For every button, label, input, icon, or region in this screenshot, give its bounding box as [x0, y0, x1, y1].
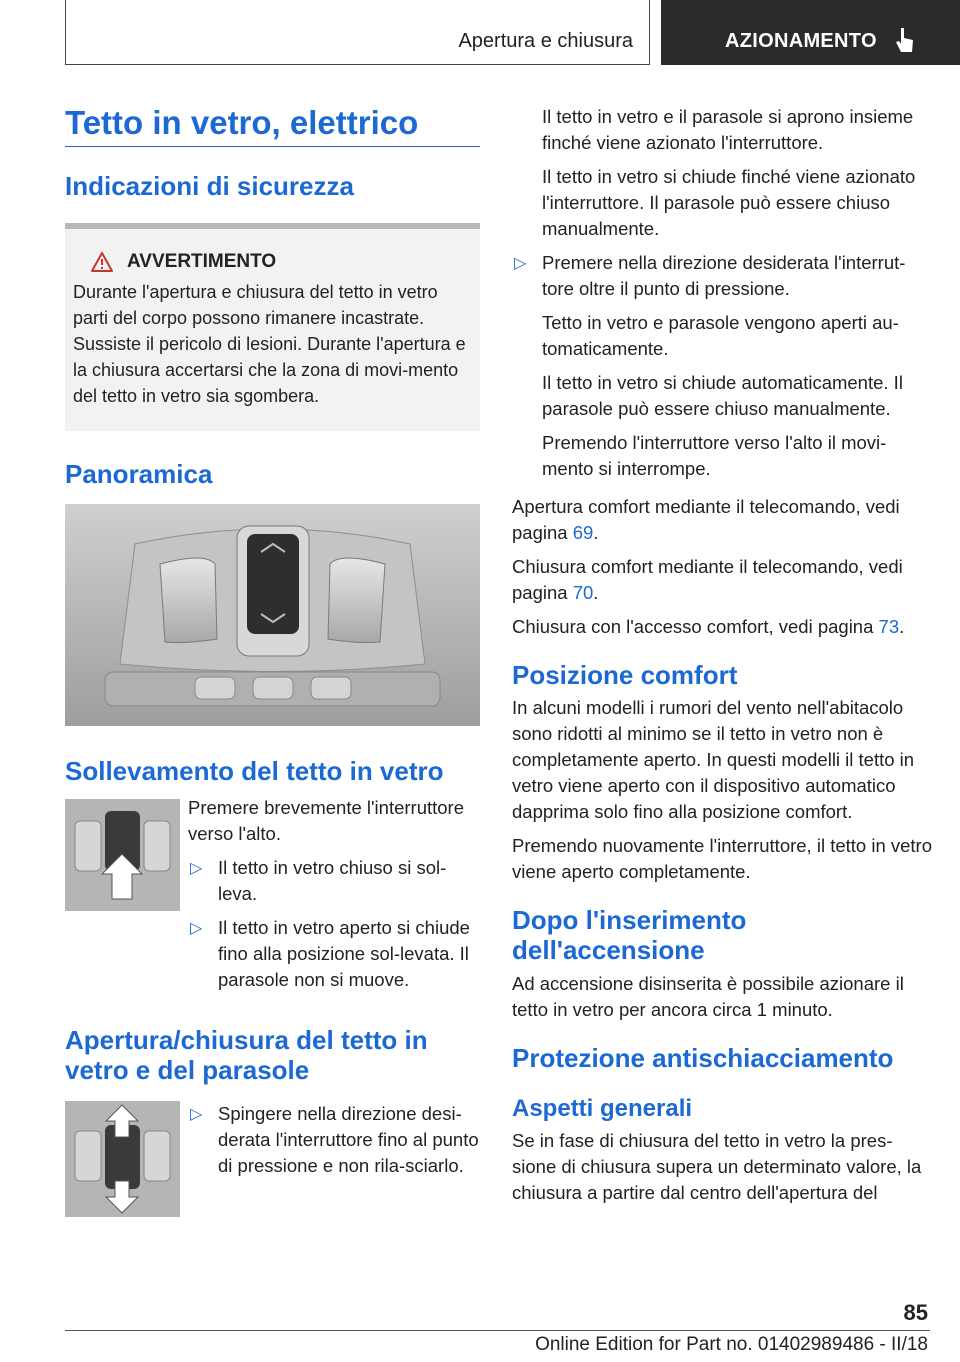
- overview-photo: [65, 504, 480, 726]
- comfort-open-page-link[interactable]: 69: [572, 522, 594, 543]
- comfort-pos-p1: In alcuni modelli i rumori del vento nell'abitacolo sono ridotti al minimo se il tetto in vetro non è completamente aperto. In questi modelli il tetto in vetro viene aperto con il dispositivo automatico dapprima solo fino alla posizione comfort.: [512, 697, 915, 822]
- warning-label: AVVERTIMENTO: [127, 251, 277, 272]
- lift-bullet-2: [188, 915, 480, 993]
- left-column: [65, 100, 480, 1231]
- general-heading: Aspetti generali: [512, 1095, 693, 1122]
- header-section-box: [65, 0, 650, 65]
- triangle-bullet-icon: ▷: [190, 1106, 203, 1123]
- right-bullet: [512, 250, 932, 302]
- header-section-title: Apertura e chiusura: [458, 30, 633, 52]
- right-column: [512, 100, 932, 1206]
- lift-photo: [65, 799, 180, 911]
- switch-up-illustration: [65, 799, 180, 911]
- lift-section: [65, 795, 480, 1015]
- comfort-open-line: Apertura comfort mediante il telecomando, vedi pagina 69.: [512, 496, 900, 543]
- pinch-heading: Protezione antischiacciamento: [512, 1043, 894, 1073]
- open-bullet-text: Spingere nella direzione desi‐derata l'interruttore fino al punto di pressione e non rila‐sciarlo.: [218, 1103, 479, 1176]
- switch-updown-illustration: [65, 1101, 180, 1217]
- warning-title: [73, 251, 472, 273]
- lift-bullet-2-text: Il tetto in vetro aperto si chiude fino alla posizione sol‐levata. Il parasole non si muove.: [218, 917, 470, 990]
- comfort-access-page-link[interactable]: 73: [878, 616, 900, 637]
- open-heading: Apertura/chiusura del tetto in vetro e del parasole: [65, 1025, 428, 1085]
- right-bullet-text: Premere nella direzione desiderata l'interrut‐tore oltre il punto di pressione.: [542, 252, 906, 299]
- warning-box: [65, 229, 480, 431]
- header-chapter-tab[interactable]: [661, 0, 960, 65]
- open-bullet: [188, 1101, 480, 1179]
- right-cont-2: Il tetto in vetro si chiude finché viene azionato l'interruttore. Il parasole può essere chiuso manualmente.: [542, 166, 916, 239]
- right-sub-1: Tetto in vetro e parasole vengono aperti au‐tomaticamente.: [542, 312, 899, 359]
- lift-bullet-1-text: Il tetto in vetro chiuso si sol‐leva.: [218, 857, 447, 904]
- lift-heading: Sollevamento del tetto in vetro: [65, 756, 444, 786]
- page-title: Tetto in vetro, elettrico: [65, 100, 480, 147]
- comfort-access-line: Chiusura con l'accesso comfort, vedi pagina 73.: [512, 616, 905, 637]
- lift-text: [188, 795, 480, 993]
- header-chapter-label: AZIONAMENTO: [725, 30, 877, 52]
- footer-edition: Online Edition for Part no. 01402989486 - II/18: [535, 1334, 928, 1355]
- comfort-close-line: Chiusura comfort mediante il telecomando, vedi pagina 70.: [512, 556, 903, 603]
- warning-text: Durante l'apertura e chiusura del tetto in vetro parti del corpo possono rimanere incastrate. Sussiste il pericolo di lesioni. Durante l'apertura e la chiusura accertarsi che la zona di movi‐mento del tetto in vetro sia sgombera.: [73, 282, 466, 406]
- comfort-open-text: Apertura comfort mediante il telecomando, vedi pagina: [512, 496, 900, 543]
- open-text: [188, 1101, 480, 1179]
- comfort-access-text: Chiusura con l'accesso comfort, vedi pagina: [512, 616, 879, 637]
- lift-intro: Premere brevemente l'interruttore verso l'alto.: [188, 797, 465, 844]
- after-text: Ad accensione disinserita è possibile azionare il tetto in vetro per ancora circa 1 minuto.: [512, 973, 904, 1020]
- after-heading: Dopo l'inserimento dell'accensione: [512, 905, 747, 965]
- triangle-bullet-icon: ▷: [190, 860, 203, 877]
- comfort-close-text: Chiusura comfort mediante il telecomando, vedi pagina: [512, 556, 903, 603]
- comfort-pos-heading: Posizione comfort: [512, 660, 738, 690]
- open-photo: [65, 1101, 180, 1217]
- hand-pointer-icon: [893, 26, 917, 54]
- page-number: 85: [903, 1300, 928, 1325]
- overview-heading: Panoramica: [65, 459, 213, 489]
- comfort-close-page-link[interactable]: 70: [572, 582, 594, 603]
- open-section: [65, 1101, 480, 1231]
- right-sub-2: Il tetto in vetro si chiude automaticamente. Il parasole può essere chiuso manualmente.: [542, 372, 903, 419]
- roof-console-illustration: [65, 504, 480, 726]
- right-cont-1: Il tetto in vetro e il parasole si aprono insieme finché viene azionato l'interruttore.: [542, 106, 914, 153]
- general-text: Se in fase di chiusura del tetto in vetro la pres‐sione di chiusura supera un determinato valore, la chiusura a partire dal centro dell'apertura del: [512, 1130, 922, 1203]
- lift-bullet-1: [188, 855, 480, 907]
- comfort-pos-p2: Premendo nuovamente l'interruttore, il tetto in vetro viene aperto completamente.: [512, 835, 932, 882]
- triangle-bullet-icon: ▷: [190, 920, 203, 937]
- safety-heading: Indicazioni di sicurezza: [65, 171, 354, 201]
- warning-triangle-icon: [91, 252, 113, 272]
- triangle-bullet-icon: ▷: [514, 255, 527, 272]
- right-sub-3: Premendo l'interruttore verso l'alto il movi‐mento si interrompe.: [542, 432, 887, 479]
- footer-rule: [65, 1330, 930, 1331]
